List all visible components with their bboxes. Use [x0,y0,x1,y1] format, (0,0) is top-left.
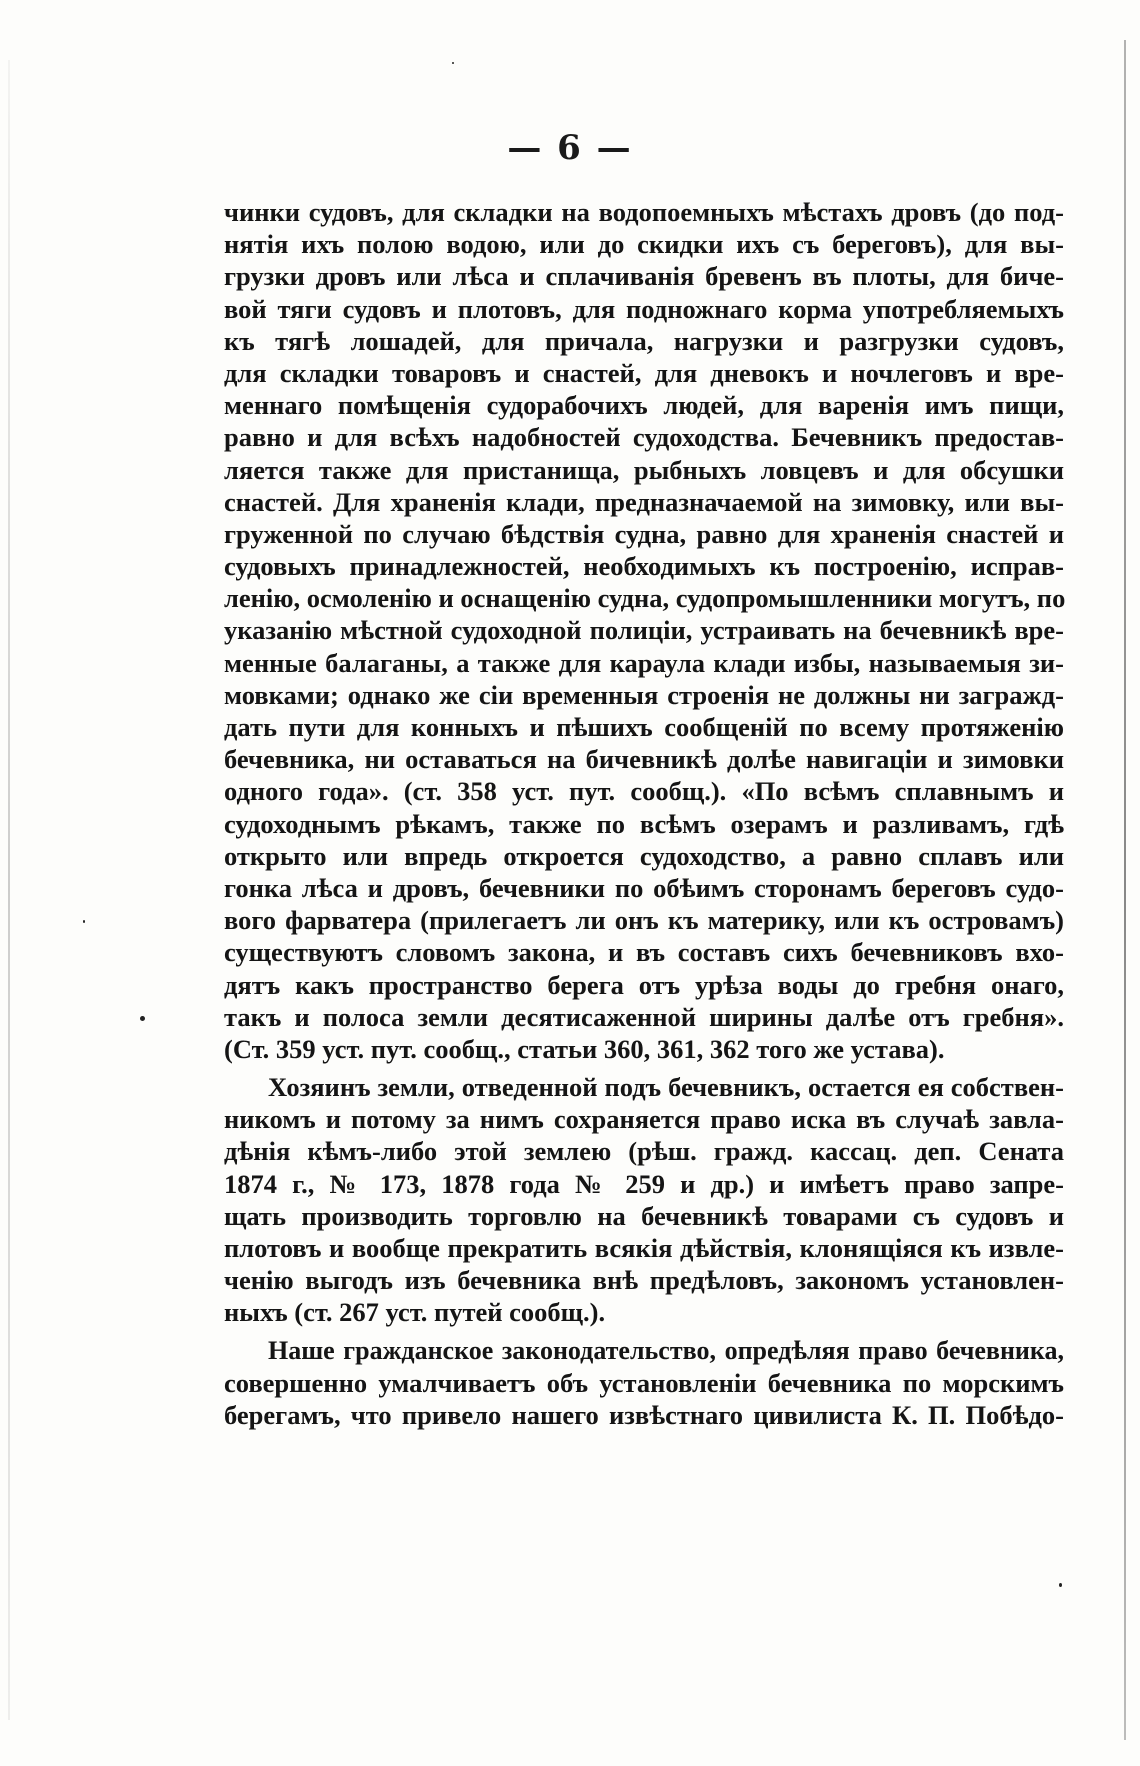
text-line: Наше гражданское законодательство, опредѣляя право бечевника, [268,1335,1064,1365]
text-line: равно и для всѣхъ надобностей судоходства. Бечевникъ предостав- [224,422,1064,453]
text-line: судовыхъ принадлежностей, необходимыхъ къ построенію, исправ- [224,551,1064,582]
page-number: — 6 — [507,128,633,168]
text-line: ляется также для пристанища, рыбныхъ ловцевъ и для обсушки [224,454,1064,485]
text-line: чинки судовъ, для складки на водопоемныхъ мѣстахъ дровъ (до под- [224,197,1064,227]
text-line: одного года». (ст. 358 уст. пут. сообщ.). «По всѣмъ сплавнымъ и [224,776,1064,807]
text-line: грузки дровъ или лѣса и сплачиванія бревенъ въ плоты, для бичe- [224,261,1064,292]
paragraph [224,1335,1064,1432]
page-left-edge-shadow [8,60,10,1720]
paragraph [224,196,1064,1065]
text-line: совершенно умалчиваетъ объ установленіи бечевника по морскимъ [224,1367,1064,1398]
print-speck [1059,1583,1062,1587]
print-speck [452,62,454,64]
text-line: ленію, осмоленію и оснащенію судна, судопромышленники могутъ, по [224,583,1066,614]
text-line: плотовъ и вообще прекратить всякія дѣйствія, клонящіяся къ извле- [224,1233,1064,1263]
page-right-edge-shadow [1124,40,1126,1740]
body-text [224,196,1064,1431]
text-line: (Ст. 359 уст. пут. сообщ., статьи 360, 361, 362 того же устава). [224,1033,945,1064]
text-line: ныхъ (ст. 267 уст. путей сообщ.). [224,1297,606,1328]
text-line: такъ и полоса земли десятисаженной ширины далѣе отъ гребня». [224,1001,1064,1032]
text-line: меннаго помѣщенія судорабочихъ людей, для варенія имъ пищи, [224,390,1064,421]
text-line: 1874 г., № 173, 1878 года № 259 и др.) и имѣетъ право запре- [224,1168,1064,1199]
text-line: къ тягѣ лошадей, для причала, нагрузки и разгрузки судовъ, [224,325,1064,356]
text-line: Хозяинъ земли, отведенной подъ бечевникъ, остается ея собствен- [268,1072,1064,1103]
text-line: берегамъ, что привело нашего извѣстнаго цивилиста К. П. Побѣдо- [224,1399,1064,1430]
text-line: ченію выгодъ изъ бечевника внѣ предѣловъ, закономъ установлен- [224,1265,1064,1296]
print-speck [83,920,85,923]
text-line: гонка лѣса и дровъ, бечевники по обѣимъ сторонамъ береговъ судо- [224,872,1064,903]
text-line: снастей. Для храненія клади, предназначаемой на зимовку, или вы- [224,486,1064,517]
text-line: груженной по случаю бѣдствія судна, равно для храненія снастей и [224,518,1064,549]
paragraph [224,1071,1064,1329]
text-line: дѣнія кѣмъ-либо этой землею (рѣш. гражд. кассац. деп. Сената [224,1136,1064,1167]
text-line: вой тяги судовъ и плотовъ, для подножнаго корма употребляемыхъ [224,293,1064,324]
text-line: существуютъ словомъ закона, и въ составъ сихъ бечевниковъ вхо- [224,937,1064,968]
text-line: для складки товаровъ и снастей, для дневокъ и ночлеговъ и вре- [224,357,1064,388]
text-line: судоходнымъ рѣкамъ, также по всѣмъ озерамъ и разливамъ, гдѣ [224,808,1064,839]
text-line: мовками; однако же сіи временныя строенія не должны ни загражд- [224,679,1064,710]
text-line: дятъ какъ пространство берега отъ урѣза воды до гребня онаго, [224,969,1064,1000]
print-speck [140,1016,145,1021]
text-line: дать пути для конныхъ и пѣшихъ сообщеній по всему протяженію [224,712,1064,742]
text-line: нятія ихъ полою водою, или до скидки ихъ съ береговъ), для вы- [224,229,1064,260]
text-line: открыто или впредь откроется судоходство, а равно сплавъ или [224,840,1064,871]
text-line: щать производить торговлю на бечевникѣ товарами съ судовъ и [224,1200,1064,1231]
text-line: вого фарватера (прилегаетъ ли онъ къ материку, или къ островамъ) [224,905,1064,936]
text-line: бечевника, ни оставаться на бичевникѣ долѣе навигаціи и зимовки [224,744,1064,775]
text-line: менные балаганы, а также для караула клади избы, называемыя зи- [224,647,1064,678]
text-line: указанію мѣстной судоходной полиціи, устраивать на бечевникѣ вре- [224,615,1064,646]
text-line: никомъ и потому за нимъ сохраняется право иска въ случаѣ завла- [224,1104,1064,1135]
